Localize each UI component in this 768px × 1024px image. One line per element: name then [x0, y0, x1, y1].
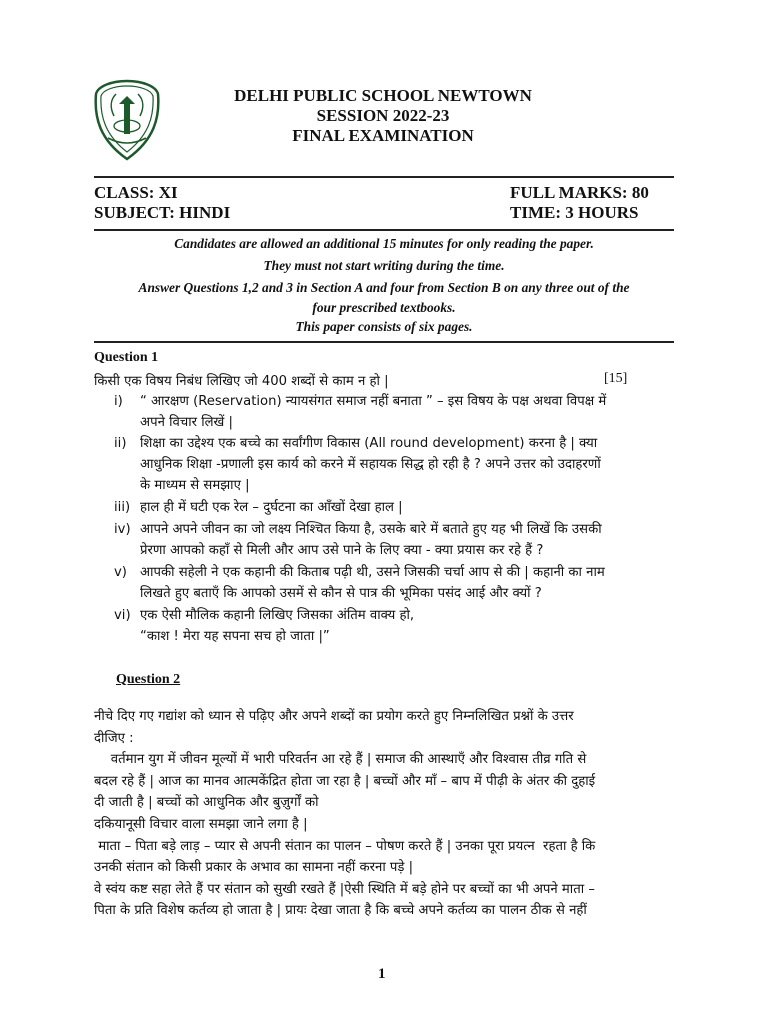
item-line: हाल ही में घटी एक रेल – दुर्घटना का आँखों देखा हाल | — [140, 500, 403, 515]
item-number: ii) — [114, 436, 127, 451]
time-label: TIME: 3 HOURS — [510, 203, 639, 222]
question-1-item — [140, 562, 675, 604]
item-number: vi) — [114, 608, 131, 623]
item-number: v) — [114, 565, 127, 580]
question-2-passage — [94, 706, 676, 922]
exam-title: FINAL EXAMINATION — [292, 126, 474, 145]
question-1-item — [140, 519, 675, 561]
item-line: के माध्यम से समझाए | — [140, 478, 250, 493]
item-line: प्रेरणा आपको कहाँ से मिली और आप उसे पाने के लिए क्या - क्या प्रयास कर रहे हैं ? — [140, 543, 544, 558]
instruction-line: This paper consists of six pages. — [295, 319, 473, 334]
session: SESSION 2022-23 — [316, 106, 450, 125]
passage-line: नीचे दिए गए गद्यांश को ध्यान से पढ़िए और अपने शब्दों का प्रयोग करते हुए निम्नलिखित प्रश्नों के उत्तर — [94, 709, 574, 724]
full-marks-label: FULL MARKS: 80 — [510, 183, 649, 202]
passage-line: माता – पिता बड़े लाड़ – प्यार से अपनी संतान का पालन – पोषण करते हैं | उनका पूरा प्रयत्न रहता है कि — [94, 838, 596, 854]
school-heading — [190, 86, 576, 146]
passage-line: पिता के प्रति विशेष कर्तव्य हो जाता है | प्रायः देखा जाता है कि बच्चे अपने कर्तव्य का पालन ठीक से नहीं — [94, 903, 587, 919]
question-1-item — [140, 391, 675, 433]
instructions-rule — [94, 341, 674, 343]
passage-line: दकियानूसी विचार वाला समझा जाने लगा है | — [94, 816, 308, 832]
item-number: iv) — [114, 522, 131, 537]
class-label: CLASS: XI — [94, 183, 178, 202]
item-number: i) — [114, 394, 123, 409]
passage-line: बदल रहे हैं | आज का मानव आत्मकेंद्रित होता जा रहा है | बच्चों और माँ – बाप में पीढ़ी के अंतर की दुहाई — [94, 773, 596, 789]
subject-label: SUBJECT: HINDI — [94, 203, 231, 222]
question-1-prompt: किसी एक विषय निबंध लिखिए जो 400 शब्दों से काम न हो | — [94, 374, 389, 389]
item-line: “काश ! मेरा यह सपना सच हो जाता |” — [140, 629, 330, 644]
question-1-item — [140, 605, 675, 647]
passage-line: दी जाती है | बच्चों को आधुनिक और बुज़ुर्गों को — [94, 795, 319, 811]
page-number: 1 — [378, 966, 386, 982]
item-line: लिखते हुए बताएँ कि आपको उसमें से कौन से पात्र की भूमिका पसंद आई और क्यों ? — [140, 586, 542, 601]
top-rule — [94, 176, 674, 178]
item-line: एक ऐसी मौलिक कहानी लिखिए जिसका अंतिम वाक्य हो, — [140, 608, 415, 623]
item-line: आधुनिक शिक्षा -प्रणाली इस कार्य को करने में सहायक सिद्ध हो रही है ? अपने उत्तर को उदाहरणों — [140, 457, 601, 472]
instruction-line: They must not start writing during the time. — [263, 258, 505, 273]
meta-rule — [94, 229, 674, 231]
question-1-marks: [15] — [604, 371, 628, 386]
passage-line: उनकी संतान को किसी प्रकार के अभाव का सामना नहीं करना पड़े | — [94, 860, 414, 876]
school-name: DELHI PUBLIC SCHOOL NEWTOWN — [234, 86, 532, 105]
question-2-heading: Question 2 — [116, 672, 181, 687]
instruction-line: four prescribed textbooks. — [312, 300, 456, 315]
question-1-item — [140, 433, 675, 496]
passage-line: दीजिए : — [94, 730, 134, 746]
item-line: अपने विचार लिखें | — [140, 415, 233, 430]
school-logo-icon — [92, 78, 162, 162]
instructions — [94, 234, 674, 337]
item-line: आपने अपने जीवन का जो लक्ष्य निश्चित किया है, उसके बारे में बताते हुए यह भी लिखें कि उसकी — [140, 522, 602, 537]
item-line: “ आरक्षण (Reservation) न्यायसंगत समाज नहीं बनाता ” – इस विषय के पक्ष अथवा विपक्ष में — [140, 394, 607, 409]
question-1-heading: Question 1 — [94, 350, 159, 365]
instruction-line: Answer Questions 1,2 and 3 in Section A and four from Section B on any three out of the — [138, 280, 630, 295]
passage-line: वे स्वंय कष्ट सहा लेते हैं पर संतान को सुखी रखते हैं |ऐसी स्थिति में बड़े होने पर बच्चों का भी अपने माता – — [94, 881, 595, 897]
item-line: शिक्षा का उद्देश्य एक बच्चे का सर्वांगीण विकास (All round development) करना है | क्या — [140, 436, 598, 451]
item-line: आपकी सहेली ने एक कहानी की किताब पढ़ी थी, उसने जिसकी चर्चा आप से की | कहानी का नाम — [140, 565, 605, 580]
question-1-item — [140, 497, 675, 518]
passage-line: वर्तमान युग में जीवन मूल्यों में भारी परिवर्तन आ रहे हैं | समाज की आस्थाएँ और विश्वास तीव्र गति से — [94, 752, 587, 768]
item-number: iii) — [114, 500, 131, 515]
instruction-line: Candidates are allowed an additional 15 minutes for only reading the paper. — [174, 236, 594, 251]
